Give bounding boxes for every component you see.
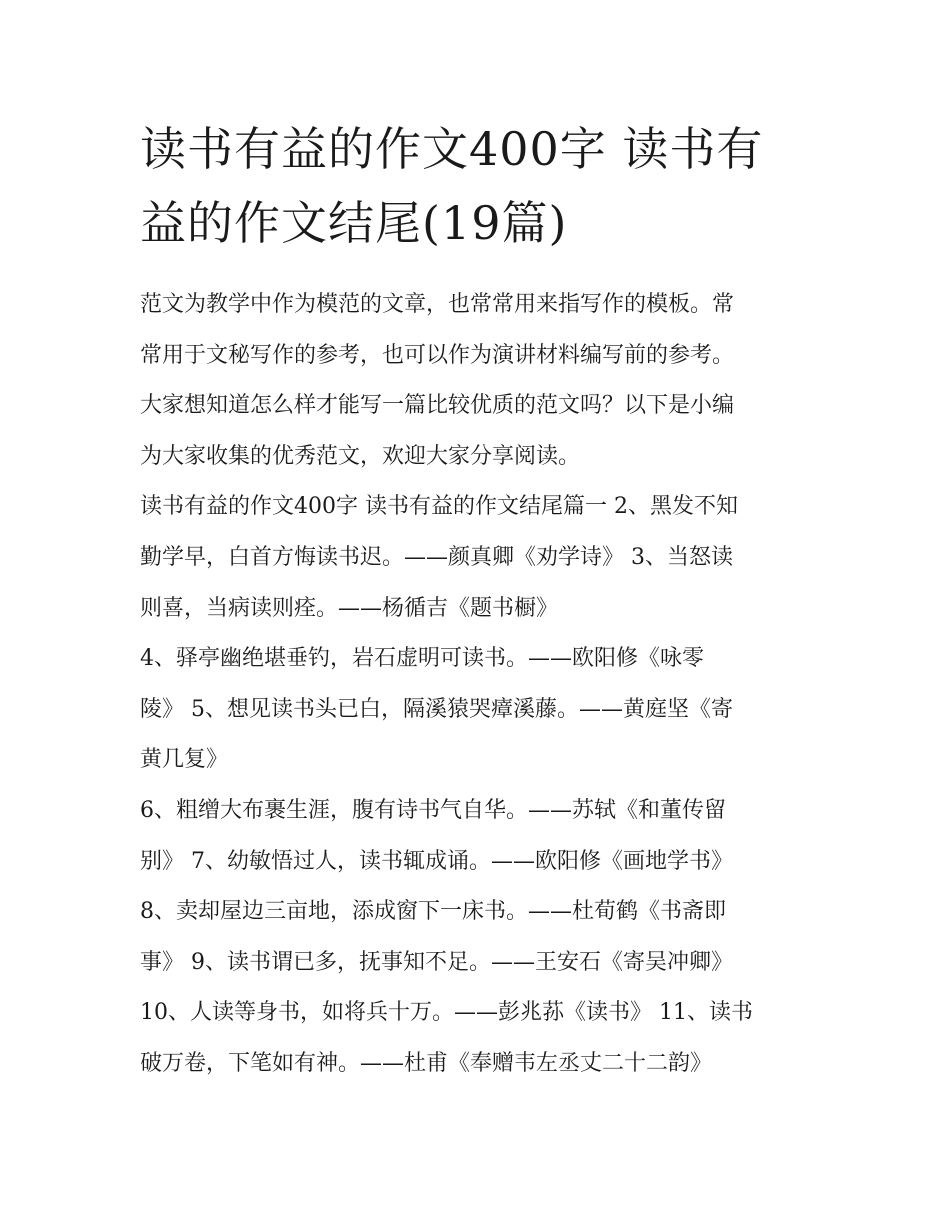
quote-line: 破万卷，下笔如有神。——杜甫《奉赠韦左丞丈二十二韵》 — [140, 1050, 713, 1076]
quote-line: 勤学早，白首方悔读书迟。——颜真卿《劝学诗》 3、当怒读 — [140, 544, 733, 570]
document-title — [140, 112, 820, 260]
intro-line: 为大家收集的优秀范文，欢迎大家分享阅读。 — [140, 443, 581, 469]
quote-line: 则喜，当病读则痊。——杨循吉《题书橱》 — [140, 595, 559, 621]
quote-line: 4、驿亭幽绝堪垂钓，岩石虚明可读书。——欧阳修《咏零 — [140, 646, 704, 672]
intro-line: 范文为教学中作为模范的文章，也常常用来指写作的模板。常 — [140, 292, 735, 317]
quote-line: 黄几复》 — [140, 747, 229, 773]
quote-line: 事》 9、读书谓已多，抚事知不足。——王安石《寄吴冲卿》 — [140, 949, 733, 975]
quote-line: 8、卖却屋边三亩地，添成窗下一床书。——杜荀鹤《书斋即 — [140, 899, 726, 925]
quote-line: 6、粗缯大布裹生涯，腹有诗书气自华。——苏轼《和董传留 — [140, 797, 726, 823]
title-line-2: 益的作文结尾(19篇) — [140, 196, 568, 250]
quote-line: 10、人读等身书，如将兵十万。——彭兆荪《读书》 11、读书 — [140, 1000, 753, 1026]
document-page — [140, 112, 820, 1090]
intro-line: 大家想知道怎么样才能写一篇比较优质的范文吗？以下是小编 — [140, 393, 735, 419]
quote-line: 别》 7、幼敏悟过人，读书辄成诵。——欧阳修《画地学书》 — [140, 848, 733, 874]
document-body — [140, 280, 820, 1090]
quote-line: 陵》 5、想见读书头已白，隔溪猿哭瘴溪藤。——黄庭坚《寄 — [140, 696, 733, 722]
title-line-1: 读书有益的作文400字 读书有 — [140, 122, 764, 176]
intro-line: 常用于文秘写作的参考，也可以作为演讲材料编写前的参考。 — [140, 342, 735, 368]
quote-line: 读书有益的作文400字 读书有益的作文结尾篇一 2、黑发不知 — [140, 494, 738, 520]
